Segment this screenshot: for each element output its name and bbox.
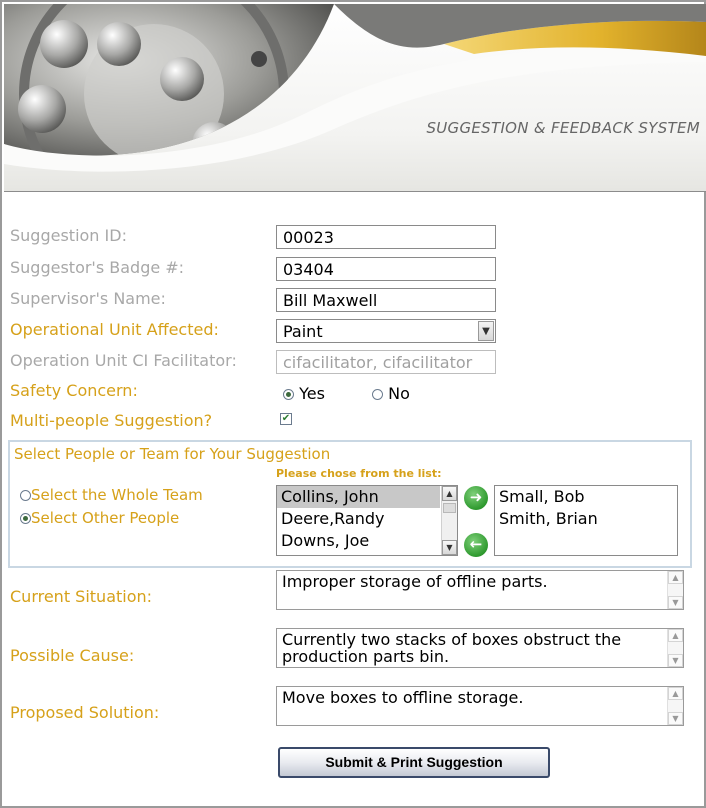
scroll-up-icon[interactable]: ▲ bbox=[668, 687, 683, 700]
chevron-down-icon[interactable]: ▼ bbox=[478, 321, 494, 341]
safety-yes-label: Yes bbox=[299, 384, 325, 403]
proposed-solution-textarea[interactable] bbox=[276, 686, 684, 726]
scroll-down-icon[interactable]: ▼ bbox=[668, 712, 683, 725]
badge-field[interactable]: 03404 bbox=[276, 257, 496, 281]
list-item[interactable]: Deere,Randy bbox=[281, 509, 385, 528]
list-item[interactable]: Downs, Joe bbox=[281, 531, 370, 550]
team-panel-hint: Please chose from the list: bbox=[276, 467, 442, 480]
whole-team-option[interactable] bbox=[20, 486, 203, 504]
team-panel-title: Select People or Team for Your Suggestion bbox=[14, 445, 331, 463]
header-banner bbox=[4, 4, 706, 192]
textarea-scrollbar[interactable] bbox=[667, 687, 683, 725]
supervisor-field[interactable]: Bill Maxwell bbox=[276, 288, 496, 312]
suggestion-id-label: Suggestion ID: bbox=[10, 226, 127, 245]
textarea-scrollbar[interactable] bbox=[667, 571, 683, 609]
safety-concern-label: Safety Concern: bbox=[10, 381, 138, 400]
remove-person-arrow-icon[interactable]: ← bbox=[464, 533, 488, 557]
current-situation-textarea[interactable] bbox=[276, 570, 684, 610]
possible-cause-textarea[interactable] bbox=[276, 628, 684, 668]
safety-no-option[interactable] bbox=[372, 384, 410, 403]
app-title: SUGGESTION & FEEDBACK SYSTEM bbox=[426, 119, 700, 137]
multi-people-checkbox[interactable] bbox=[280, 413, 292, 425]
scroll-thumb[interactable] bbox=[443, 503, 456, 513]
scroll-up-icon[interactable]: ▲ bbox=[668, 571, 683, 584]
list-scrollbar[interactable] bbox=[441, 486, 457, 555]
safety-no-label: No bbox=[388, 384, 410, 403]
list-item[interactable]: Smith, Brian bbox=[499, 509, 598, 528]
proposed-solution-label: Proposed Solution: bbox=[10, 703, 160, 722]
facilitator-label: Operation Unit CI Facilitator: bbox=[10, 351, 237, 370]
scroll-up-icon[interactable]: ▲ bbox=[668, 629, 683, 642]
possible-cause-label: Possible Cause: bbox=[10, 646, 135, 665]
wheel-hub-image bbox=[4, 4, 706, 192]
submit-print-button[interactable]: Submit & Print Suggestion bbox=[278, 747, 550, 778]
whole-team-radio[interactable] bbox=[20, 490, 31, 501]
checkmark-icon: ✔ bbox=[281, 413, 291, 424]
operational-unit-select[interactable] bbox=[276, 319, 496, 343]
proposed-solution-text: Move boxes to offline storage. bbox=[282, 688, 524, 707]
operational-unit-label: Operational Unit Affected: bbox=[10, 320, 219, 339]
list-item[interactable]: Collins, John bbox=[277, 486, 440, 508]
facilitator-field: cifacilitator, cifacilitator bbox=[276, 350, 496, 374]
supervisor-label: Supervisor's Name: bbox=[10, 289, 166, 308]
add-person-arrow-icon[interactable]: ➜ bbox=[464, 486, 488, 510]
whole-team-label: Select the Whole Team bbox=[31, 486, 203, 504]
current-situation-label: Current Situation: bbox=[10, 587, 153, 606]
safety-yes-option[interactable] bbox=[283, 384, 325, 403]
safety-yes-radio[interactable] bbox=[283, 389, 294, 400]
multi-people-label: Multi-people Suggestion? bbox=[10, 411, 213, 430]
operational-unit-value: Paint bbox=[283, 322, 323, 341]
other-people-radio[interactable] bbox=[20, 513, 31, 524]
suggestion-id-field[interactable]: 00023 bbox=[276, 225, 496, 249]
scroll-up-icon[interactable]: ▲ bbox=[442, 486, 457, 501]
badge-label: Suggestor's Badge #: bbox=[10, 258, 185, 277]
scroll-down-icon[interactable]: ▼ bbox=[442, 540, 457, 555]
scroll-down-icon[interactable]: ▼ bbox=[668, 654, 683, 667]
other-people-option[interactable] bbox=[20, 509, 179, 527]
list-item[interactable]: Small, Bob bbox=[499, 487, 585, 506]
other-people-label: Select Other People bbox=[31, 509, 180, 527]
textarea-scrollbar[interactable] bbox=[667, 629, 683, 667]
scroll-down-icon[interactable]: ▼ bbox=[668, 596, 683, 609]
safety-no-radio[interactable] bbox=[372, 389, 383, 400]
selected-people-list[interactable] bbox=[494, 485, 678, 556]
current-situation-text: Improper storage of offline parts. bbox=[282, 572, 548, 591]
possible-cause-text: Currently two stacks of boxes obstruct the production parts bin. bbox=[282, 630, 622, 666]
available-people-list[interactable] bbox=[276, 485, 458, 556]
